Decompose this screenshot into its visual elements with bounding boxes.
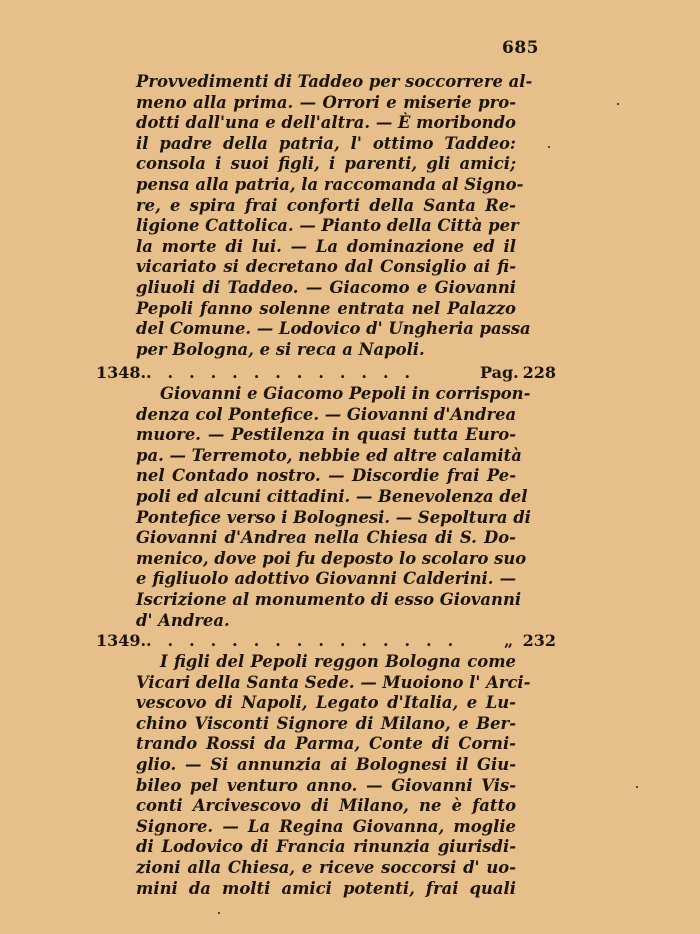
text-line: dotti dall'una e dell'altra. — È moribondo <box>136 113 516 133</box>
text-line: e figliuolo adottivo Giovanni Calderini. — <box>136 569 516 589</box>
text-line: zioni alla Chiesa, e riceve soccorsi d' uo- <box>136 857 516 877</box>
dot-leader: . . . . . . . . . . . . . <box>146 363 416 382</box>
index-entry-1348 <box>96 362 556 384</box>
print-speck <box>218 912 220 914</box>
text-line: Giovanni d'Andrea nella Chiesa di S. Do- <box>136 528 516 548</box>
text-line: bileo pel venturo anno. — Giovanni Vis- <box>136 775 516 795</box>
text-line: d' Andrea. <box>136 610 230 630</box>
print-speck <box>548 146 550 148</box>
text-line: Pepoli fanno solenne entrata nel Palazzo <box>136 298 516 318</box>
text-line: del Comune. — Lodovico d' Ungheria passa <box>136 319 531 339</box>
print-speck <box>636 786 638 788</box>
text-line: mini da molti amici potenti, frai quali <box>136 878 516 898</box>
text-line: muore. — Pestilenza in quasi tutta Euro- <box>136 425 516 445</box>
print-speck <box>617 103 619 105</box>
text-line: denza col Pontefice. — Giovanni d'Andrea <box>136 404 517 424</box>
text-line: di Lodovico di Francia rinunzia giurisdi- <box>136 837 516 857</box>
index-entry-1349 <box>96 630 556 652</box>
text-line: Pontefice verso i Bolognesi. — Sepoltura di <box>136 507 531 527</box>
text-line: Vicari della Santa Sede. — Muoiono l' Arci- <box>136 672 531 692</box>
text-line: ligione Cattolica. — Pianto della Città per <box>136 216 519 236</box>
text-line: menico, dove poi fu deposto lo scolaro suo <box>136 548 527 568</box>
text-line: trando Rossi da Parma, Conte di Corni- <box>136 734 516 754</box>
text-line: Iscrizione al monumento di esso Giovanni <box>136 589 522 609</box>
text-line: chino Visconti Signore di Milano, e Ber- <box>136 713 516 733</box>
text-line: re, e spira frai conforti della Santa Re- <box>136 195 516 215</box>
text-line: glio. — Si annunzia ai Bolognesi il Giu- <box>136 754 516 774</box>
text-line: poli ed alcuni cittadini. — Benevolenza del <box>136 486 528 506</box>
text-line: la morte di lui. — La dominazione ed il <box>136 236 516 256</box>
paragraph-1 <box>136 72 533 360</box>
text-line: Signore. — La Regina Giovanna, moglie <box>136 816 516 836</box>
entry-year: 1348. <box>96 363 147 382</box>
text-line: meno alla prima. — Orrori e miserie pro- <box>136 92 516 112</box>
paragraph-2 <box>136 384 531 631</box>
paragraph-3 <box>136 652 531 899</box>
text-line: vicariato si decretano dal Consiglio ai fi- <box>136 257 516 277</box>
page-number: 685 <box>502 38 539 58</box>
text-line: conti Arcivescovo di Milano, ne è fatto <box>136 796 516 816</box>
text-line: vescovo di Napoli, Legato d'Italia, e Lu- <box>136 693 516 713</box>
text-line: pa. — Terremoto, nebbie ed altre calamità <box>136 445 522 465</box>
page-reference: 232 <box>522 631 556 650</box>
dot-leader: . . . . . . . . . . . . . . . <box>146 631 459 650</box>
text-line: I figli del Pepoli reggon Bologna come <box>160 652 516 671</box>
text-line: nel Contado nostro. — Discordie frai Pe- <box>136 466 516 486</box>
text-line: consola i suoi figli, i parenti, gli amici; <box>136 154 516 174</box>
text-line: pensa alla patria, la raccomanda al Signo- <box>136 174 524 194</box>
text-line: il padre della patria, l' ottimo Taddeo: <box>136 133 516 153</box>
page-label: Pag. <box>480 363 519 382</box>
page-reference: 228 <box>522 363 556 382</box>
text-line: Provvedimenti di Taddeo per soccorrere al- <box>136 72 533 91</box>
text-line: per Bologna, e si reca a Napoli. <box>136 339 425 359</box>
text-line: Giovanni e Giacomo Pepoli in corrispon- <box>160 384 531 403</box>
text-line: gliuoli di Taddeo. — Giacomo e Giovanni <box>136 277 516 297</box>
ditto-mark: „ <box>504 631 514 650</box>
entry-year: 1349. <box>96 631 147 650</box>
